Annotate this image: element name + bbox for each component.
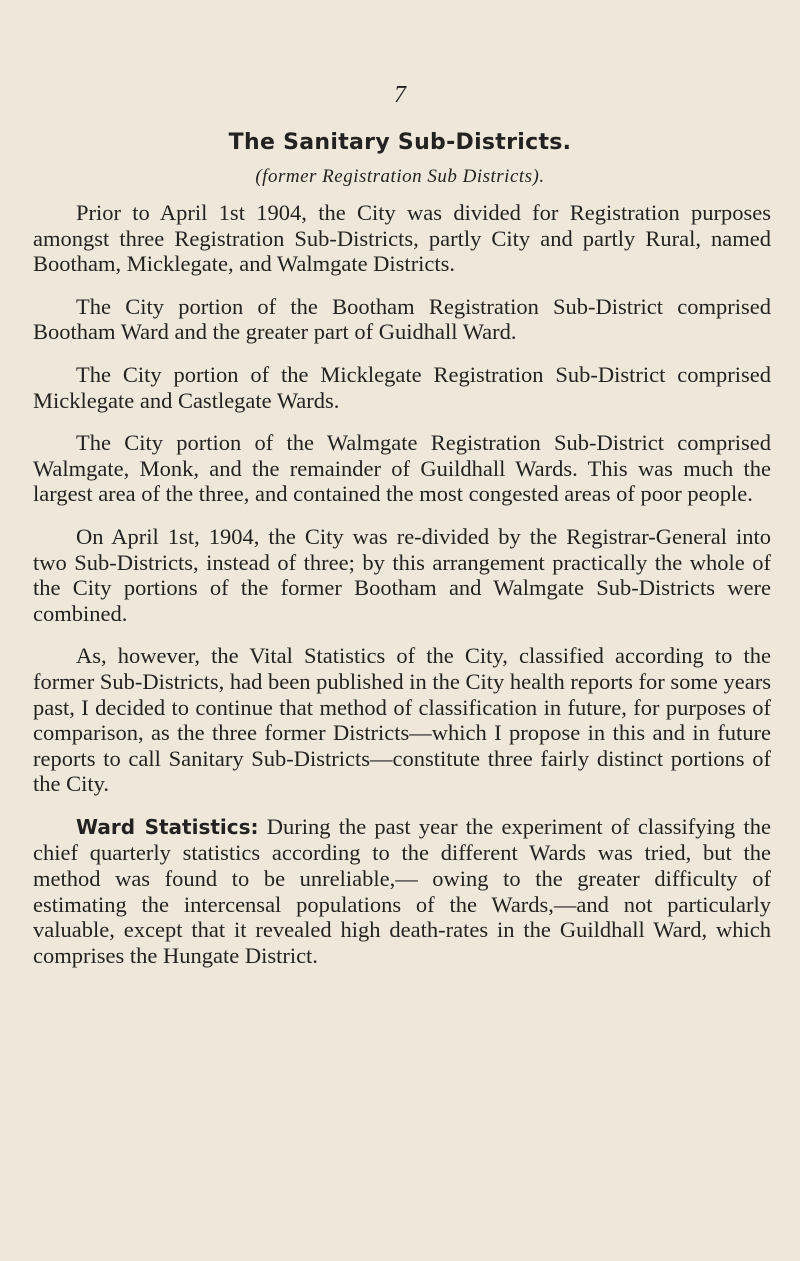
paragraph-vital-statistics: As, however, the Vital Statistics of the City, classified according to the former Sub-Districts, had been published in the City health reports for some years past, I decided to continue that method of classification in future, for purposes of comparison, as the three former Districts—which I propose in this and in future reports to call Sanitary Sub-Districts—constitute three fairly distinct portions of the City. [33,643,771,797]
page-title: The Sanitary Sub-Districts. [228,130,572,155]
body-text [33,200,771,985]
paragraph-micklegate: The City portion of the Micklegate Registration Sub-District comprised Micklegate and Castlegate Wards. [33,361,771,413]
paragraph-redivision: On April 1st, 1904, the City was re-divided by the Registrar-General into two Sub-Districts, instead of three; by this arrangement practically the whole of the City portions of the former Bootham and Walmgate Sub-Districts were combined. [33,523,771,626]
page-number: 7 [394,82,406,108]
ward-statistics-heading: Ward Statistics: [76,814,259,839]
page-subtitle: (former Registration Sub Districts). [255,166,545,187]
paragraph-registration-history: Prior to April 1st 1904, the City was divided for Registration purposes amongst three Registration Sub-Districts, partly City and partly Rural, named Bootham, Micklegate, and Walmgate Districts. [33,200,771,277]
paragraph-bootham: The City portion of the Bootham Registration Sub-District comprised Bootham Ward and the greater part of Guidhall Ward. [33,293,771,345]
paragraph-walmgate: The City portion of the Walmgate Registration Sub-District comprised Walmgate, Monk, and the remainder of Guildhall Wards. This was much the largest area of the three, and contained the most congested areas of poor people. [33,430,771,507]
ward-statistics-text: During the past year the experiment of classifying the chief quarterly statistics according to the different Wards was tried, but the method was found to be unreliable,— owing to the greater difficulty of estimating the intercensal populations of the Wards,—and not particularly valuable, except that it revealed high death-rates in the Guildhall Ward, which comprises the Hungate District. [33,813,771,968]
paragraph-ward-statistics [33,814,771,969]
